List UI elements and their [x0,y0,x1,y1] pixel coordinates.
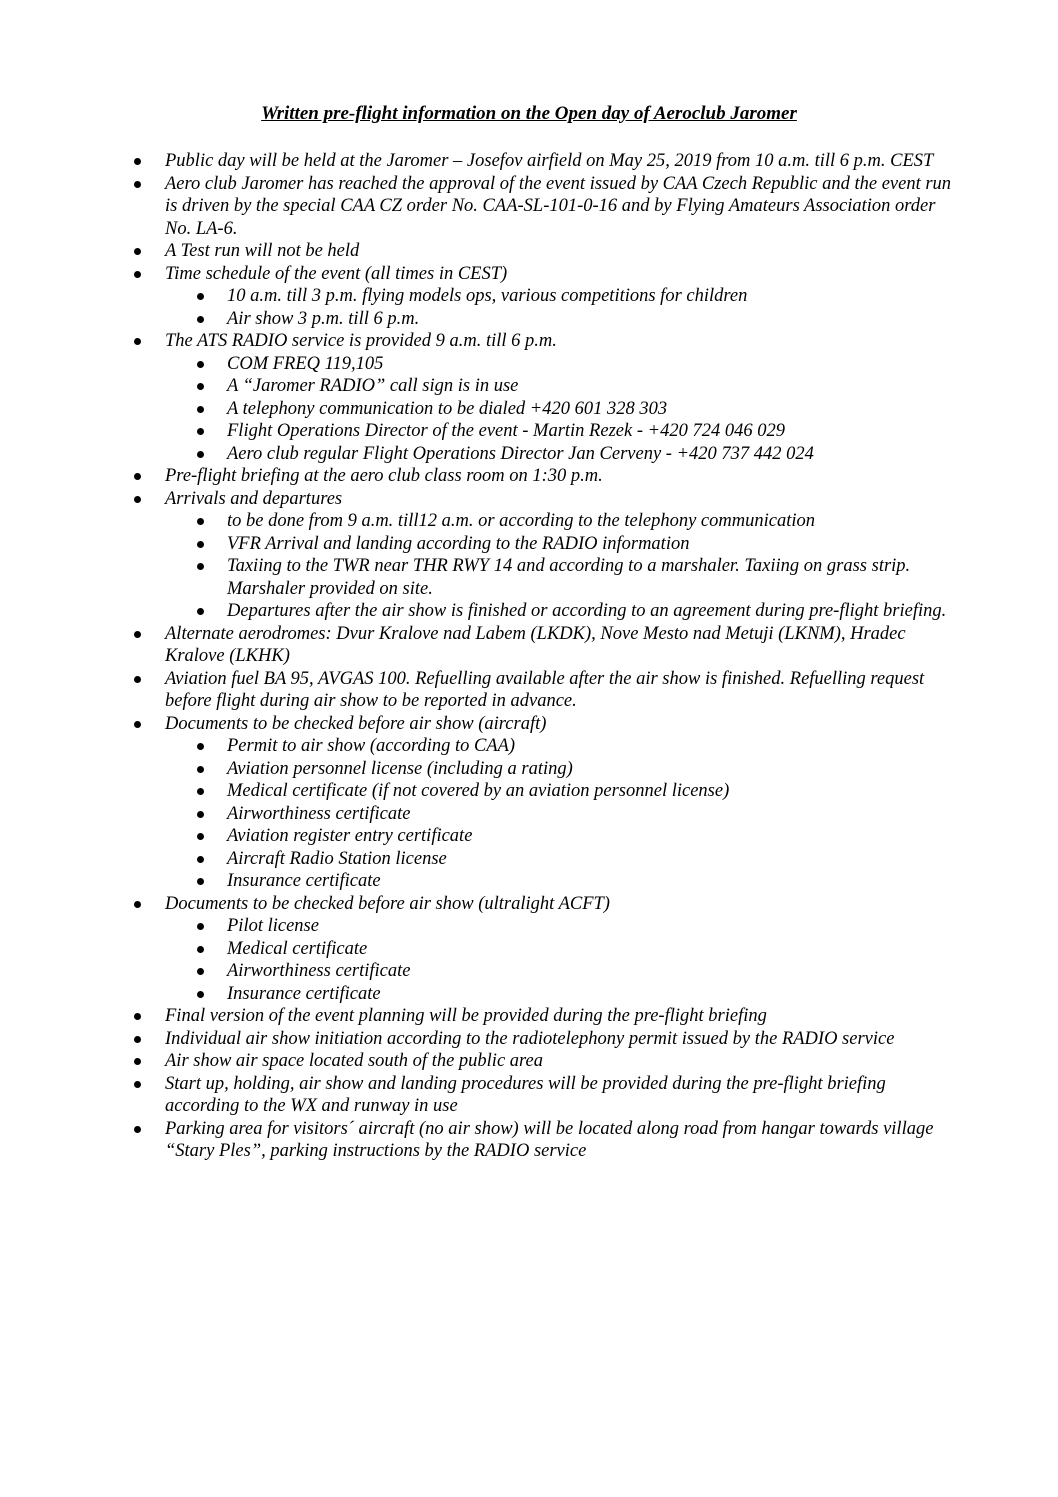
bullet-icon [197,811,204,818]
sub-list-item [227,443,955,466]
list-item-text: Insurance certificate [227,871,381,891]
list-item-text: Aviation register entry certificate [227,826,473,846]
bullet-icon [134,338,141,345]
sub-list-item [227,983,955,1006]
bullet-icon [197,923,204,930]
sub-list-item [227,758,955,781]
list-item-text: Final version of the event planning will be provided during the pre-flight briefing [165,1006,767,1026]
list-item-text: Insurance certificate [227,983,381,1004]
bullet-icon [197,608,204,615]
bullet-icon [134,1058,141,1065]
bullet-icon [134,1126,141,1133]
bullet-icon [197,406,204,413]
sub-list-item [227,600,955,623]
bullet-icon [197,968,204,975]
bullet-icon [134,1036,141,1043]
bullet-icon [134,901,141,908]
sub-list-item [227,398,955,421]
list-item-text: Air show 3 p.m. till 6 p.m. [227,308,420,329]
bullet-icon [197,878,204,885]
sub-list-item [227,780,955,803]
list-item-text: The ATS RADIO service is provided 9 a.m. till 6 p.m. [165,331,557,351]
list-item-text: Medical certificate (if not covered by an aviation personnel license) [227,781,730,801]
list-item-text: Aircraft Radio Station license [227,848,447,869]
list-item-text: Individual air show initiation according to the radiotelephony permit issued by the RADIO service [165,1028,895,1049]
sub-list-item [227,375,955,398]
sub-list-item [227,938,955,961]
bullet-icon [197,766,204,773]
bullet-icon [134,271,141,278]
bullet-icon [197,856,204,863]
bullet-icon [197,541,204,548]
list-item-text: Pre-flight briefing at the aero club class room on 1:30 p.m. [165,466,603,486]
list-item [165,1005,955,1028]
list-item-text: Aviation fuel BA 95, AVGAS 100. Refuelling available after the air show is finished. Refuelling request before flight during air show to be reported in advance. [165,668,925,711]
list-item-text: Taxiing to the TWR near THR RWY 14 and according to a marshaler. Taxiing on grass strip. Marshaler provided on site. [227,556,911,599]
list-item-text: Arrivals and departures [165,488,343,509]
list-item-text: COM FREQ 119,105 [227,353,384,374]
list-item [165,1050,955,1073]
list-item-text: Departures after the air show is finished or according to an agreement during pre-flight briefing. [227,601,947,621]
bullet-icon [134,631,141,638]
bullet-icon [197,743,204,750]
sub-list-item [227,848,955,871]
sub-list-item [227,420,955,443]
bullet-icon [197,451,204,458]
sub-list-item [227,803,955,826]
list-item-text: Pilot license [227,916,319,936]
list-item-text: Permit to air show (according to CAA) [227,736,516,756]
list-item-text: to be done from 9 a.m. till12 a.m. or according to the telephony communication [227,511,815,531]
bullet-icon [134,158,141,165]
list-item-text: Alternate aerodromes: Dvur Kralove nad Labem (LKDK), Nove Mesto nad Metuji (LKNM), Hradec Kralove (LKHK) [165,623,906,666]
list-item [165,330,955,353]
bullet-icon [134,181,141,188]
list-item-text: Parking area for visitors´ aircraft (no air show) will be located along road from hangar towards village “Stary Ples”, parking instructions by the RADIO service [165,1118,934,1161]
document-title: Written pre-flight information on the Open day of Aeroclub Jaromer [261,103,797,124]
list-item-text: Flight Operations Director of the event - Martin Rezek - +420 724 046 029 [227,421,785,441]
sub-list-item [227,960,955,983]
list-item-text: 10 a.m. till 3 p.m. flying models ops, various competitions for children [227,286,748,306]
bullet-icon [134,721,141,728]
list-item-text: Aero club Jaromer has reached the approval of the event issued by CAA Czech Republic and the event run is driven by the special CAA CZ order No. CAA-SL-101-0-16 and by Flying Amateurs Association order No. LA-6. [165,173,952,239]
list-item-text: Start up, holding, air show and landing procedures will be provided during the pre-flight briefing according to the WX and runway in use [165,1073,886,1116]
list-item-text: A Test run will not be held [165,241,360,261]
sub-list-item [227,510,955,533]
sub-list-item [227,533,955,556]
list-item [165,893,955,916]
bullet-icon [134,1081,141,1088]
list-item-text: Airworthiness certificate [227,803,411,824]
sub-list-item [227,353,955,376]
bullet-icon [134,473,141,480]
bullet-icon [134,676,141,683]
bullet-icon [197,316,204,323]
list-item [165,488,955,511]
bullet-icon [197,383,204,390]
list-item-text: A telephony communication to be dialed +420 601 328 303 [227,398,668,419]
list-item-text: Documents to be checked before air show (ultralight ACFT) [165,893,610,914]
bullet-icon [197,293,204,300]
bullet-icon [197,946,204,953]
sub-list-item [227,735,955,758]
bullet-icon [197,518,204,525]
list-item-text: Public day will be held at the Jaromer – Josefov airfield on May 25, 2019 from 10 a.m. till 6 p.m. CEST [165,151,934,171]
list-item [165,173,955,241]
sub-list-item [227,915,955,938]
list-item [165,263,955,286]
bullet-icon [197,428,204,435]
list-item-text: Documents to be checked before air show (aircraft) [165,713,547,734]
list-item [165,240,955,263]
list-item [165,668,955,713]
list-item-text: Time schedule of the event (all times in CEST) [165,263,508,284]
bullet-icon [197,991,204,998]
bullet-icon [197,563,204,570]
list-item-text: Aero club regular Flight Operations Director Jan Cerveny - +420 737 442 024 [227,443,814,464]
bullet-icon [197,788,204,795]
bullet-icon [197,833,204,840]
list-item-text: A “Jaromer RADIO” call sign is in use [227,376,519,396]
sub-list-item [227,870,955,893]
list-item [165,150,955,173]
bullet-icon [134,1013,141,1020]
bullet-list [0,150,1058,1163]
bullet-icon [134,496,141,503]
list-item-text: Medical certificate [227,938,368,959]
list-item [165,465,955,488]
sub-list-item [227,825,955,848]
sub-list-item [227,555,955,600]
list-item [165,1073,955,1118]
bullet-icon [197,361,204,368]
list-item-text: Airworthiness certificate [227,961,411,981]
list-item-text: Aviation personnel license (including a rating) [227,758,573,779]
list-item [165,713,955,736]
list-item [165,623,955,668]
list-item [165,1118,955,1163]
sub-list-item [227,285,955,308]
list-item-text: Air show air space located south of the public area [165,1051,544,1071]
sub-list-item [227,308,955,331]
list-item [165,1028,955,1051]
bullet-icon [134,248,141,255]
list-item-text: VFR Arrival and landing according to the RADIO information [227,533,690,554]
